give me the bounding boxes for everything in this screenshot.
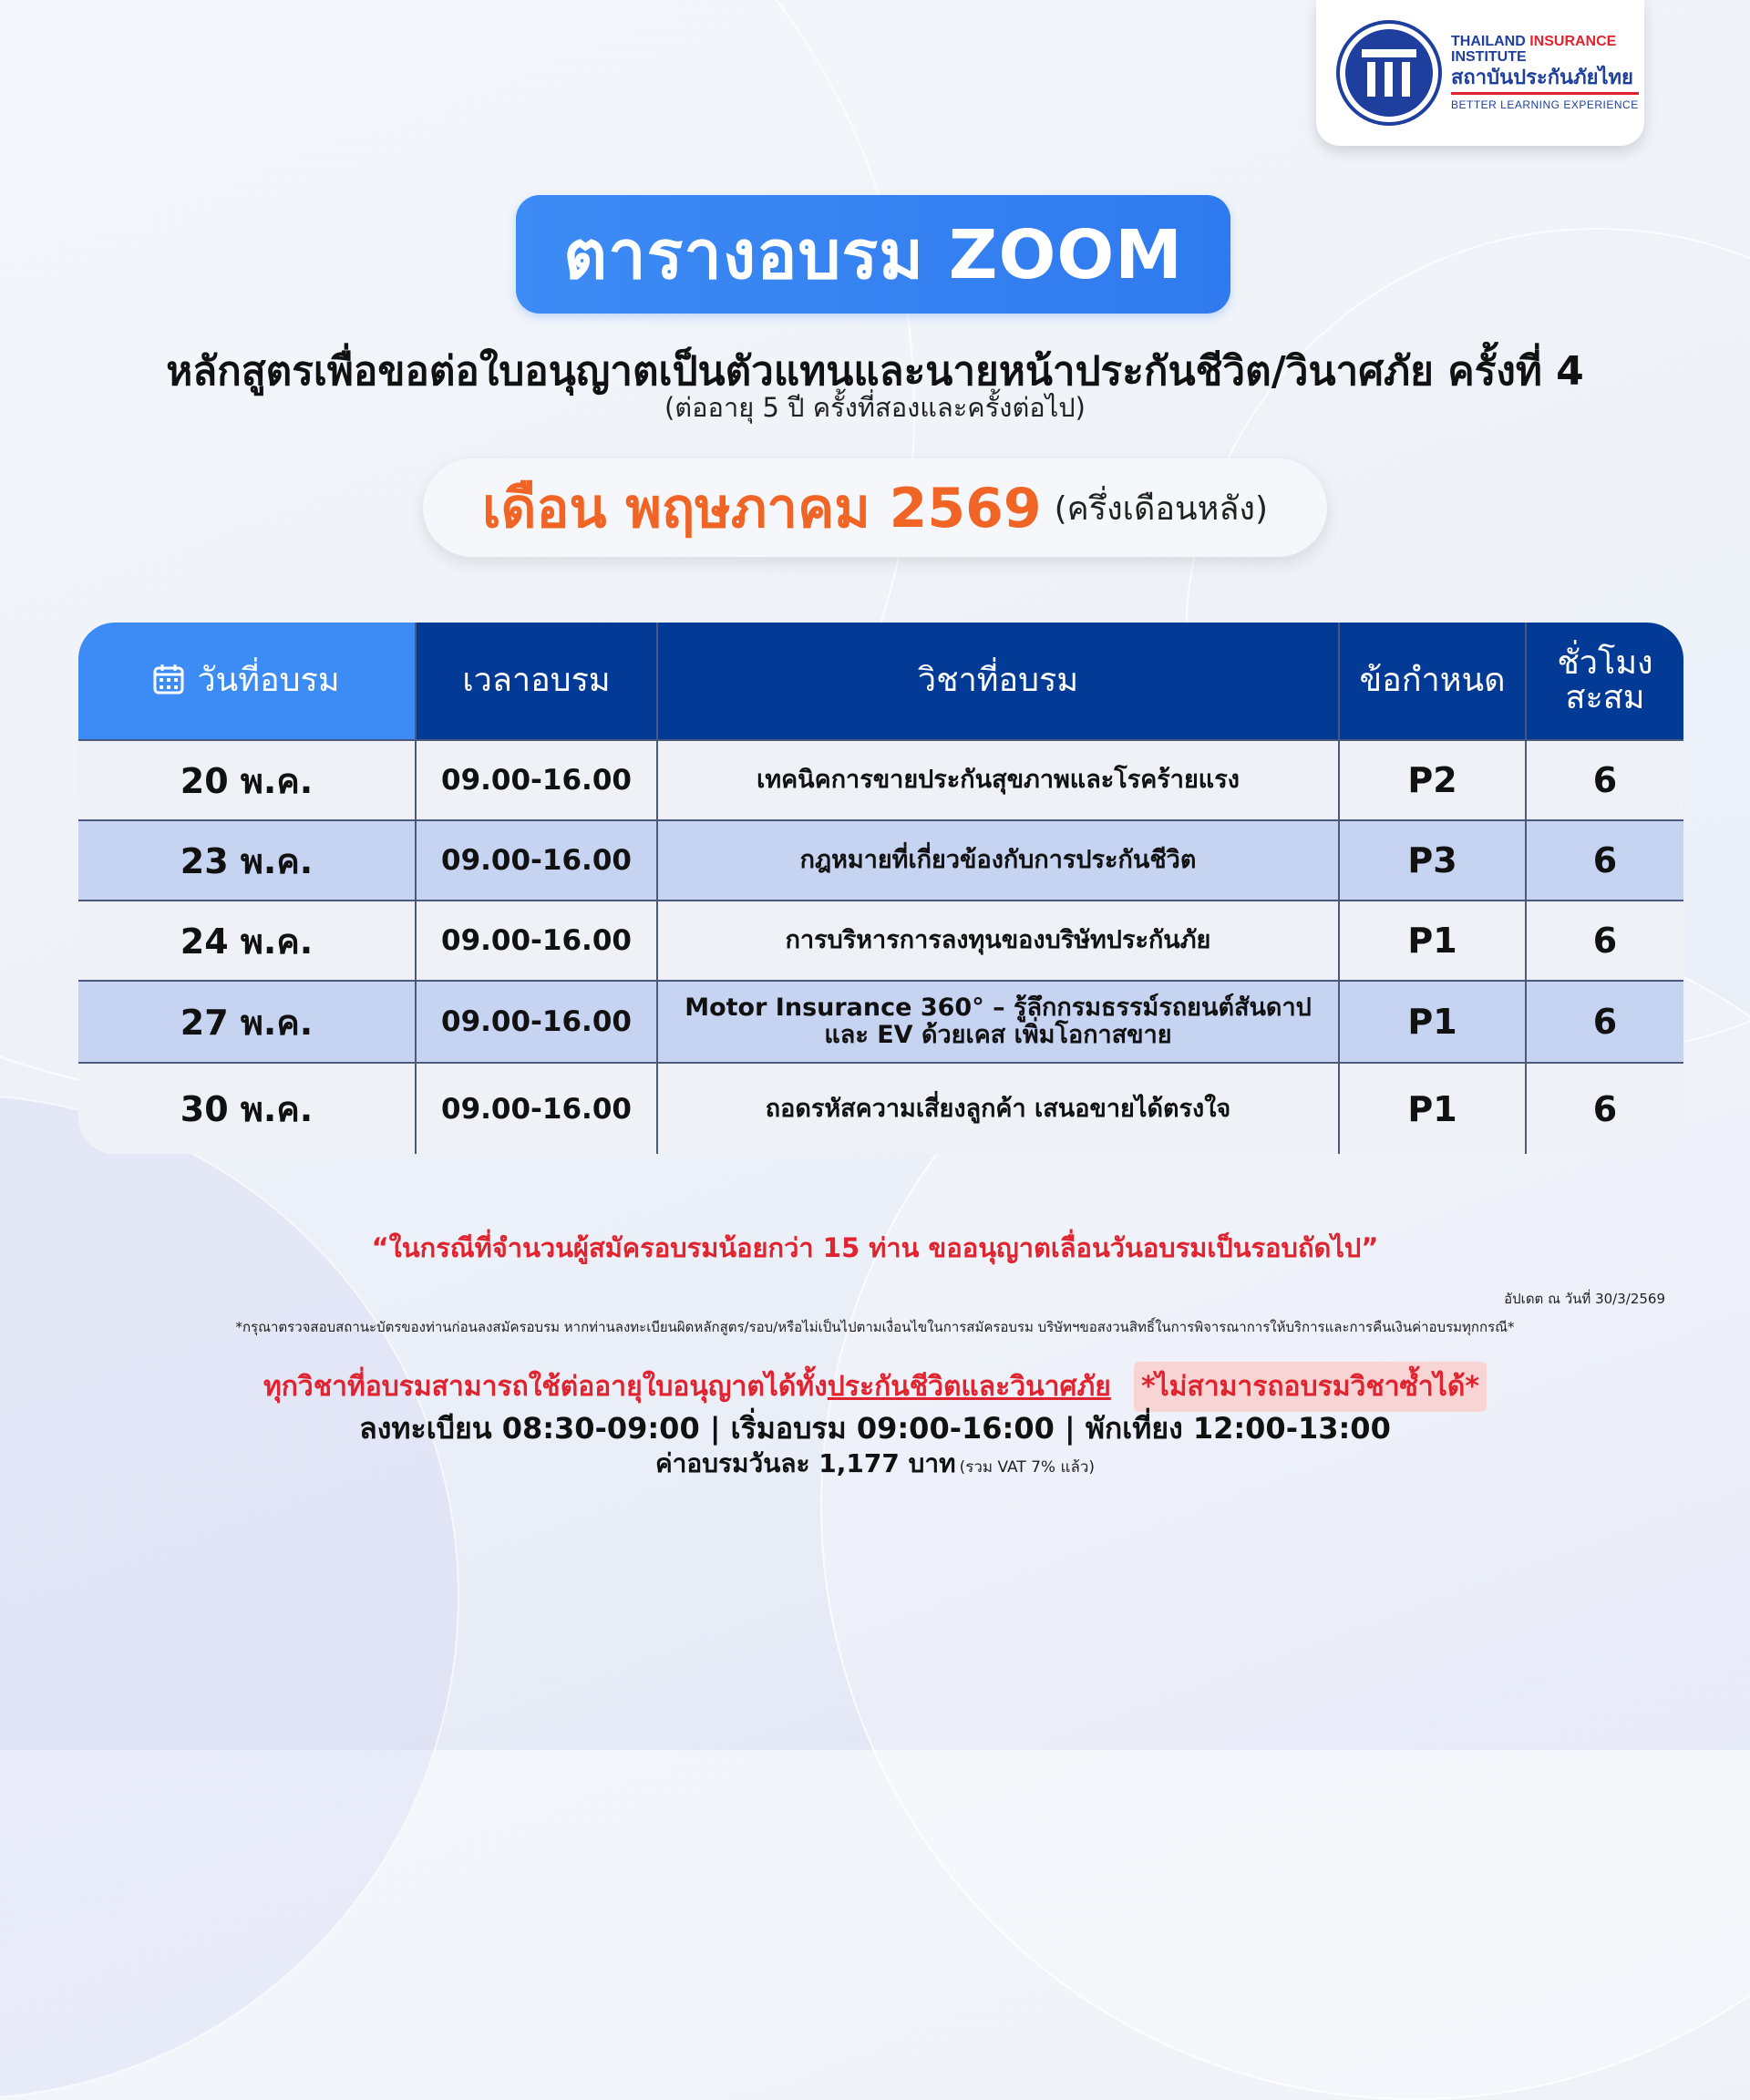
row-hours: 6: [1526, 820, 1683, 901]
row-requirement: P3: [1339, 820, 1526, 901]
header-requirement: ข้อกำหนด: [1339, 623, 1526, 740]
row-hours: 6: [1526, 981, 1683, 1063]
row-hours: 6: [1526, 901, 1683, 981]
table-row: [78, 981, 1683, 1063]
row-date: 23 พ.ค.: [78, 820, 416, 901]
row-date: 24 พ.ค.: [78, 901, 416, 981]
disclaimer-text: *กรุณาตรวจสอบสถานะบัตรของท่านก่อนลงสมัครอบรม หากท่านลงทะเบียนผิดหลักสูตร/รอบ/หรือไม่เป็นไปตามเงื่อนไขในการสมัครอบรม บริษัทฯขอสงวนสิทธิ์ในการพิจารณาการให้บริการและการคืนเงินค่าอบรมทุกกรณี*: [235, 1319, 1515, 1335]
row-time: 09.00-16.00: [416, 1063, 657, 1154]
license-note: ทุกวิชาที่อบรมสามารถใช้ต่ออายุใบอนุญาตได้ทั้งประกันชีวิตและวินาศภัย *ไม่สามารถอบรมวิชาซ้ำได้*: [0, 1362, 1750, 1412]
logo-card: [1316, 0, 1644, 146]
table-row: [78, 1063, 1683, 1154]
header-subject: วิชาที่อบรม: [657, 623, 1339, 740]
tii-logo-icon: [1340, 24, 1438, 122]
minimum-enrollment-notice: “ในกรณีที่จำนวนผู้สมัครอบรมน้อยกว่า 15 ท่าน ขออนุญาตเลื่อนวันอบรมเป็นรอบถัดไป”: [371, 1232, 1379, 1263]
daily-schedule: ลงทะเบียน 08:30-09:00 | เริ่มอบรม 09:00-16:00 | พักเที่ยง 12:00-13:00: [359, 1411, 1391, 1446]
month-note: (ครึ่งเดือนหลัง): [1054, 489, 1269, 528]
row-subject: ถอดรหัสความเสี่ยงลูกค้า เสนอขายได้ตรงใจ: [657, 1063, 1339, 1154]
row-hours: 6: [1526, 1063, 1683, 1154]
row-subject: การบริหารการลงทุนของบริษัทประกันภัย: [657, 901, 1339, 981]
logo-text: THAILAND INSURANCE INSTITUTE สถาบันประกันภัยไทย BETTER LEARNING EXPERIENCE: [1451, 34, 1639, 112]
row-date: 27 พ.ค.: [78, 981, 416, 1063]
row-date: 30 พ.ค.: [78, 1063, 416, 1154]
row-subject: Motor Insurance 360° – รู้ลึกกรมธรรม์รถยนต์สันดาป และ EV ด้วยเคส เพิ่มโอกาสขาย: [657, 981, 1339, 1063]
fee-note: (รวม VAT 7% แล้ว): [959, 1458, 1096, 1477]
month-banner: [423, 458, 1327, 557]
row-time: 09.00-16.00: [416, 901, 657, 981]
page-title: ตารางอบรม ZOOM: [516, 195, 1230, 314]
row-requirement: P1: [1339, 1063, 1526, 1154]
header-time: เวลาอบรม: [416, 623, 657, 740]
table-header-row: [78, 623, 1683, 740]
row-subject: กฎหมายที่เกี่ยวข้องกับการประกันชีวิต: [657, 820, 1339, 901]
course-subtitle: (ต่ออายุ 5 ปี ครั้งที่สองและครั้งต่อไป): [664, 392, 1086, 423]
row-requirement: P2: [1339, 740, 1526, 820]
row-subject: เทคนิคการขายประกันสุขภาพและโรคร้ายแรง: [657, 740, 1339, 820]
row-date: 20 พ.ค.: [78, 740, 416, 820]
row-time: 09.00-16.00: [416, 740, 657, 820]
fee-line: [0, 1444, 1750, 1484]
table-row: [78, 901, 1683, 981]
table-row: [78, 820, 1683, 901]
fee-amount: ค่าอบรมวันละ 1,177 บาท: [654, 1448, 956, 1478]
no-repeat-badge: *ไม่สามารถอบรมวิชาซ้ำได้*: [1134, 1362, 1487, 1412]
header-date: วันที่อบรม: [78, 623, 416, 740]
calendar-icon: [153, 664, 184, 695]
course-title: หลักสูตรเพื่อขอต่อใบอนุญาตเป็นตัวแทนและนายหน้าประกันชีวิต/วินาศภัย ครั้งที่ 4: [166, 348, 1584, 395]
row-hours: 6: [1526, 740, 1683, 820]
row-requirement: P1: [1339, 901, 1526, 981]
row-time: 09.00-16.00: [416, 981, 657, 1063]
updated-date: อัปเดต ณ วันที่ 30/3/2569: [1504, 1291, 1665, 1307]
schedule-table: [78, 623, 1683, 1151]
row-time: 09.00-16.00: [416, 820, 657, 901]
row-requirement: P1: [1339, 981, 1526, 1063]
table-row: [78, 740, 1683, 820]
month-label: เดือน พฤษภาคม 2569: [481, 476, 1042, 540]
header-hours: ชั่วโมง สะสม: [1526, 623, 1683, 740]
